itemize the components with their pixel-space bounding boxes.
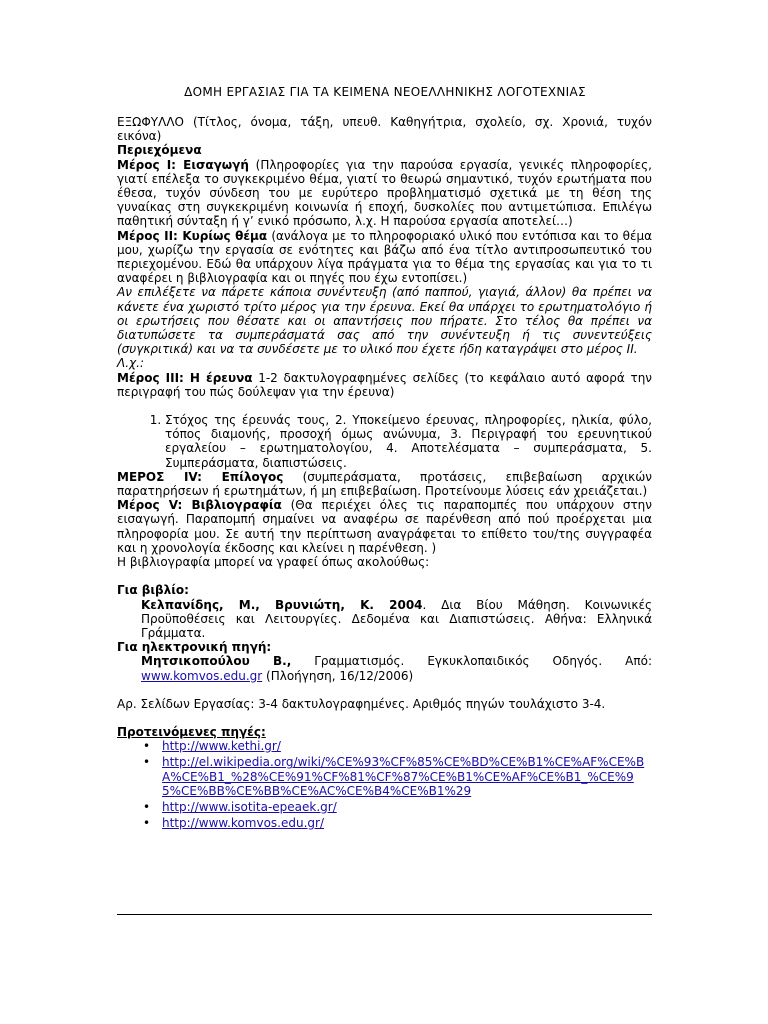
cover-label: ΕΞΩΦΥΛΛΟ ( <box>117 115 198 129</box>
interview-note: Αν επιλέξετε να πάρετε κάποια συνέντευξη (από παππού, γιαγιά, άλλον) θα πρέπει να κάνετε ένα χωριστό τρίτο μέρος για την έρευνα. Εκεί θα υπάρχει το ερωτηματολόγιο ή οι ερωτήσεις που θέσατε και οι απαντήσεις που πήρατε. Στο τέλος θα πρέπει να διατυπώσετε τα συμπεράσματά σας από την συνέντευξη ή τις συνεντεύξεις (συγκριτικά) και να τα συνδέσετε με το υλικό που έχετε ήδη καταγράψει στο μέρος ΙΙ. <box>117 285 652 357</box>
komvos-link[interactable]: www.komvos.edu.gr <box>141 668 263 683</box>
part5-label: Μέρος V: Βιβλιογραφία <box>117 498 282 513</box>
part5-text: (Θα περιέχει όλες τις παραπομπές που υπάρχουν στην εισαγωγή. Παραπομπή σημαίνει να αναφέρω σε παρένθεση από πού προέρχεται μια πληροφορία μου. Σε αυτή την περίπτωση αναγράφεται το επίθετο του/της συγγραφέα και η χρονολογία έκδοσης και κλείνει η παρένθεση. ) <box>117 498 652 555</box>
bullet-icon: • <box>143 755 151 770</box>
part3-label: Μέρος ΙΙΙ: Η έρευνα <box>117 370 253 385</box>
spacer <box>117 711 652 725</box>
bullet-icon: • <box>143 739 151 754</box>
web-heading: Για ηλεκτρονική πηγή: <box>117 640 272 655</box>
contents-heading: Περιεχόμενα <box>117 143 202 158</box>
research-list <box>117 413 652 470</box>
part4-text: (συμπεράσματα, προτάσεις, επιβεβαίωση αρχικών παρατηρήσεων ή ερωτημάτων, ή μη επιβεβαίωση. Προτείνουμε λύσεις εάν χρειάζεται.) <box>117 469 652 499</box>
source-link-isotita[interactable]: http://www.isotita-epeaek.gr/ <box>162 799 337 814</box>
book-authors: Κελπανίδης, Μ., Βρυνιώτη, Κ. 2004 <box>141 597 423 612</box>
part1-paragraph <box>117 158 652 229</box>
part1-label: Μέρος Ι: Εισαγωγή <box>117 157 249 172</box>
web-entry <box>117 654 652 682</box>
source-item <box>143 739 652 754</box>
part3-paragraph <box>117 371 652 399</box>
cover-text: Τίτλος, όνομα, τάξη, υπευθ. Καθηγήτρια, σχολείο, σχ. Χρονιά, τυχόν εικόνα) <box>117 115 653 144</box>
bullet-icon: • <box>143 816 151 831</box>
spacer <box>117 399 652 413</box>
part5-paragraph <box>117 498 652 555</box>
book-text: . Δια Βίου Μάθηση. Κοινωνικές Προϋποθέσεις και Λειτουργίες. Δεδομένα και Διαπιστώσεις. Αθήνα: Ελληνικά Γράμματα. <box>141 597 652 640</box>
web-author: Μητσικοπούλου Β., <box>141 654 292 669</box>
document-body <box>117 115 652 832</box>
source-link-kethi[interactable]: http://www.kethi.gr/ <box>162 739 281 754</box>
spacer <box>117 683 652 697</box>
source-link-wikipedia[interactable]: http://el.wikipedia.org/wiki/%CE%93%CF%85%CE%BD%CE%B1%CE%AF%CE%BA%CE%B1_%28%CE%91%CF%81%CF%87%CE%B1%CE%AF%CE%B1_%CE%95%CE%BB%CE%BB%CE%AC%CE%B4%CE%B1%29 <box>162 755 645 798</box>
sources-heading: Προτεινόμενες πηγές: <box>117 724 266 739</box>
sources-list <box>117 739 652 830</box>
pages-note: Αρ. Σελίδων Εργασίας: 3-4 δακτυλογραφημένες. Αριθμός πηγών τουλάχιστο 3-4. <box>117 696 606 711</box>
part2-text: (ανάλογα με το πληροφοριακό υλικό που εντόπισα και το θέμα μου, χωρίζω την εργασία σε ενότητες και βάζω από ένα τίτλο αντιπροσωπευτικό του περιεχομένου. Εδώ θα υπάρχουν λίγα πράγματα για το θέμα της εργασίας και για το τι αναφέρει η βιβλιογραφία και οι πηγές που έχω εντοπίσει.) <box>117 228 652 286</box>
research-list-item: 1. Στόχος της έρευνάς τους, 2. Υποκείμενο έρευνας, πληροφορίες, ηλικία, φύλο, τόπος διαμονής, προσοχή όμως ανώνυμα, 3. Περιγραφή του ερευνητικού εργαλείου – ερωτηματολογίου, 4. Αποτελέσματα – συμπεράσματα, 5. Συμπεράσματα, διαπιστώσεις. <box>165 413 652 470</box>
bibliography-intro: Η βιβλιογραφία μπορεί να γραφεί όπως ακολούθως: <box>117 555 430 570</box>
source-item <box>143 799 652 814</box>
bullet-icon: • <box>143 799 151 814</box>
book-entry <box>117 598 652 641</box>
part2-label: Μέρος ΙΙ: Κυρίως θέμα <box>117 228 268 243</box>
part4-label: ΜΕΡΟΣ ΙV: Επίλογος <box>117 469 284 484</box>
source-link-komvos[interactable]: http://www.komvos.edu.gr/ <box>162 816 324 831</box>
web-suffix: (Πλοήγηση, 16/12/2006) <box>262 668 414 683</box>
web-text: Γραμματισμός. Εγκυκλοπαιδικός Οδηγός. Από: <box>291 654 653 669</box>
part4-paragraph <box>117 470 652 498</box>
part2-paragraph <box>117 229 652 286</box>
document-title: ΔΟΜΗ ΕΡΓΑΣΙΑΣ ΓΙΑ ΤΑ ΚΕΙΜΕΝΑ ΝΕΟΕΛΛΗΝΙΚΗΣ ΛΟΓΟΤΕΧΝΙΑΣ <box>184 85 586 99</box>
spacer <box>117 569 652 583</box>
source-item <box>143 755 652 798</box>
cover-paragraph <box>117 115 652 143</box>
example-label: Λ.χ.: <box>117 356 144 371</box>
source-item <box>143 816 652 831</box>
part3-text: 1-2 δακτυλογραφημένες σελίδες (το κεφάλαιο αυτό αφορά την περιγραφή του πώς δούλεψαν για την έρευνα) <box>117 370 653 399</box>
part1-text: (Πληροφορίες για την παρούσα εργασία, γενικές πληροφορίες, γιατί επέλεξα το συγκεκριμένο θέμα, γιατί το θεωρώ σημαντικό, τυχόν ερωτήματα που έθεσα, τυχόν σύνδεση του με ευρύτερο προβληματισμό σχετικά με τη θέση της γυναίκας στη συγκεκριμένη κοινωνία ή εποχή, δυσκολίες που αντιμετώπισα. Επιλέγω παθητική σύνταξη ή γ’ ενικό πρόσωπο, λ.χ. Η παρούσα εργασία αποτελεί…) <box>117 157 652 229</box>
bottom-rule <box>117 914 652 915</box>
book-heading: Για βιβλίο: <box>117 583 189 598</box>
